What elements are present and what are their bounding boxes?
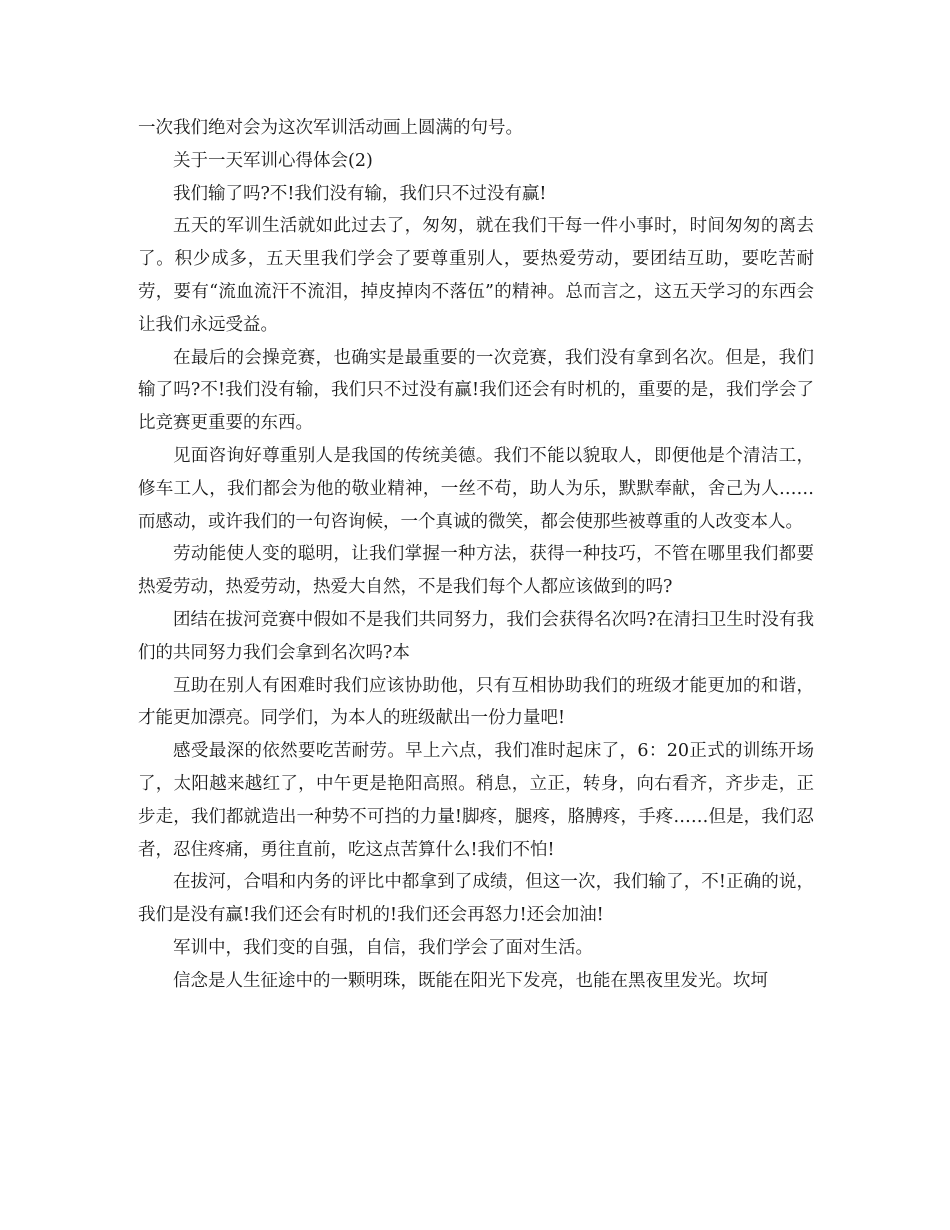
document-body: [138, 112, 814, 998]
paragraph-2: 我们输了吗?不!我们没有输，我们只不过没有赢!: [173, 183, 547, 204]
paragraph-5: 见面咨询好尊重别人是我国的传统美德。我们不能以貌取人，即便他是个清洁工，修车工人，我们都会为他的敬业精神，一丝不苟，助人为乐，默默奉献，舍己为人……而感动，或许我们的一句咨询候，一个真诚的微笑，都会使那些被尊重的人改变本人。: [138, 445, 814, 532]
paragraph-9: 感受最深的依然要吃苦耐劳。早上六点，我们准时起床了，6：20正式的训练开场了，太阳越来越红了，中午更是艳阳高照。稍息，立正，转身，向右看齐，齐步走，正步走，我们都就造出一种势不可挡的力量!脚疼，腿疼，胳膊疼，手疼……但是，我们忍者，忍住疼痛，勇往直前，吃这点苦算什么!我们不怕!: [138, 741, 814, 860]
paragraph-10: 在拔河，合唱和内务的评比中都拿到了成绩，但这一次，我们输了，不!正确的说，我们是没有赢!我们还会有时机的!我们还会再怒力!还会加油!: [138, 872, 814, 926]
paragraph-4: 在最后的会操竞赛，也确实是最重要的一次竞赛，我们没有拿到名次。但是，我们输了吗?不!我们没有输，我们只不过没有赢!我们还会有时机的，重要的是，我们学会了比竞赛更重要的东西。: [138, 347, 814, 434]
paragraph-6: 劳动能使人变的聪明，让我们掌握一种方法，获得一种技巧，不管在哪里我们都要热爱劳动，热爱劳动，热爱大自然，不是我们每个人都应该做到的吗?: [138, 544, 814, 598]
section-heading: 关于一天军训心得体会(2): [173, 150, 373, 171]
paragraph-8: 互助在别人有困难时我们应该协助他，只有互相协助我们的班级才能更加的和谐，才能更加漂亮。同学们，为本人的班级献出一份力量吧!: [138, 675, 814, 729]
paragraph-0: 一次我们绝对会为这次军训活动画上圆满的句号。: [138, 118, 523, 138]
paragraph-3: 五天的军训生活就如此过去了，匆匆，就在我们干每一件小事时，时间匆匆的离去了。积少成多，五天里我们学会了要尊重别人，要热爱劳动，要团结互助，要吃苦耐劳，要有“流血流汗不流泪，掉皮掉肉不落伍”的精神。总而言之，这五天学习的东西会让我们永远受益。: [138, 216, 814, 335]
paragraph-12: 信念是人生征途中的一颗明珠，既能在阳光下发亮，也能在黑夜里发光。坎坷: [173, 970, 768, 991]
paragraph-11: 军训中，我们变的自强，自信，我们学会了面对生活。: [173, 937, 593, 958]
paragraph-7: 团结在拔河竞赛中假如不是我们共同努力，我们会获得名次吗?在清扫卫生时没有我们的共同努力我们会拿到名次吗?本: [138, 609, 814, 663]
